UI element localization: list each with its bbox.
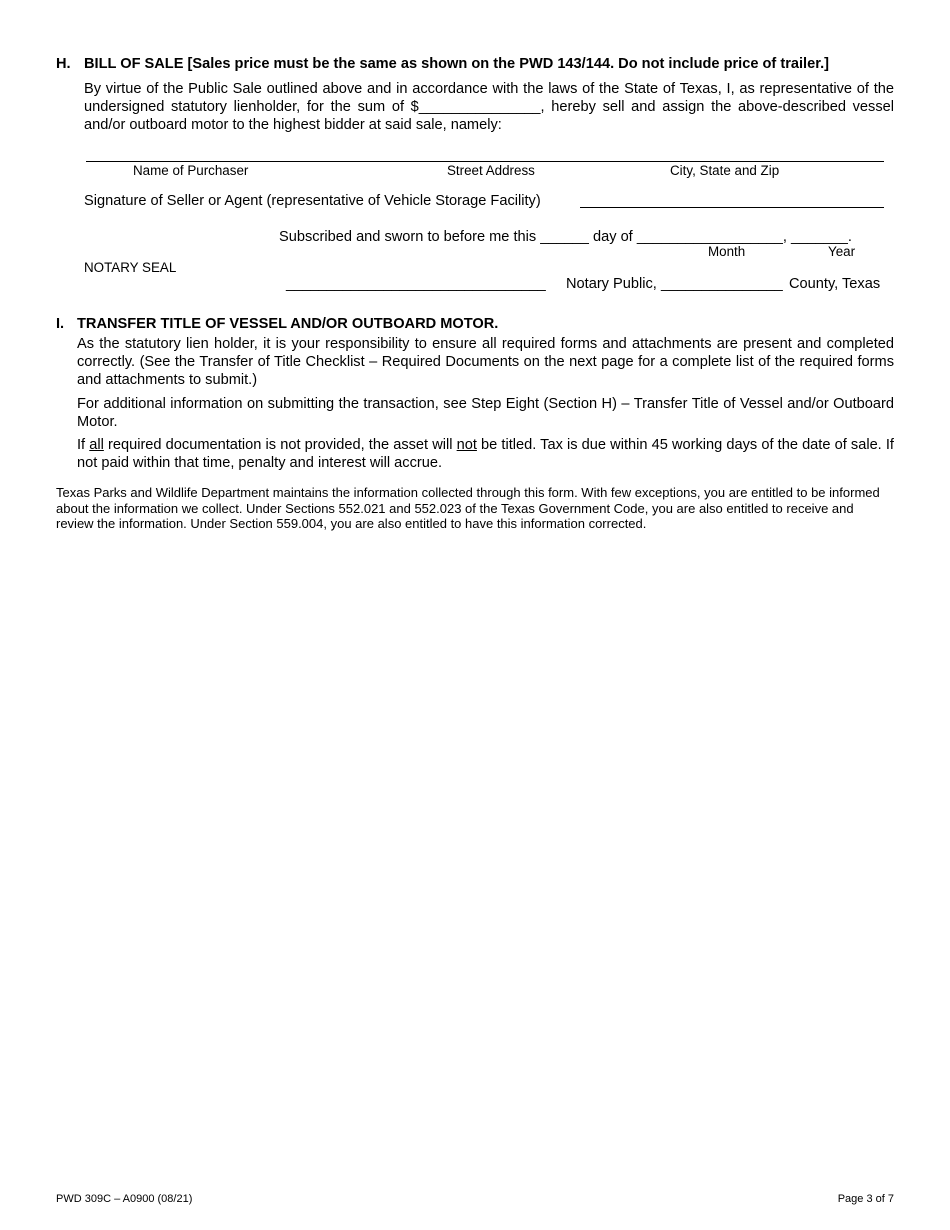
notary-public-label: Notary Public,: [566, 276, 657, 292]
section-i-title: TRANSFER TITLE OF VESSEL AND/OR OUTBOARD MOTOR.: [77, 316, 499, 332]
sworn-year-blank[interactable]: _______.: [791, 229, 852, 245]
year-label: Year: [828, 244, 856, 259]
emphasis-not: not: [456, 437, 477, 453]
month-label: Month: [708, 244, 746, 259]
sworn-statement: [279, 228, 852, 246]
seller-signature-label: Signature of Seller or Agent (representative of Vehicle Storage Facility): [84, 193, 541, 209]
county-blank[interactable]: _______________: [661, 276, 783, 292]
sworn-day-blank[interactable]: ______: [540, 229, 589, 245]
purchaser-name-label: Name of Purchaser: [133, 163, 249, 178]
sworn-lead: Subscribed and sworn to before me this: [279, 229, 537, 245]
section-h-paragraph: By virtue of the Public Sale outlined above and in accordance with the laws of the State of Texas, I, as representative of the undersigned statutory lienholder, for the sum of $_______________, hereby sell and assign the above-described vessel and/or outboard motor to the highest bidder at said sale, namely:: [84, 81, 894, 133]
privacy-notice: Texas Parks and Wildlife Department maintains the information collected through this form. With few exceptions, you are entitled to be informed about the information we collect. Under Sections 552.021 and 552.023 of the Texas Government Code, you are also entitled to receive and review the information. Under Section 559.004, you are also entitled to have this information corrected.: [56, 485, 880, 532]
page-number: Page 3 of 7: [837, 1193, 894, 1205]
section-h-title: BILL OF SALE [Sales price must be the same as shown on the PWD 143/144. Do not include price of trailer.]: [84, 56, 830, 72]
notary-seal-label: NOTARY SEAL: [84, 260, 177, 275]
city-state-zip-label: City, State and Zip: [670, 163, 780, 178]
notary-signature-blank[interactable]: ________________________________: [286, 276, 546, 292]
county-texas-label: County, Texas: [789, 276, 881, 292]
section-i-letter: I.: [56, 316, 65, 332]
emphasis-all: all: [89, 437, 104, 453]
section-i-paragraph-1: As the statutory lien holder, it is your responsibility to ensure all required forms and attachments are present and completed correctly. (See the Transfer of Title Checklist – Required Documents on the next page for a complete list of the required forms and attachments to submit.): [77, 336, 894, 388]
section-i-paragraph-2: For additional information on submitting the transaction, see Step Eight (Section H) – Transfer Title of Vessel and/or Outboard Motor.: [77, 396, 894, 430]
form-id: PWD 309C – A0900 (08/21): [56, 1193, 193, 1205]
sworn-month-blank[interactable]: __________________,: [636, 229, 787, 245]
sworn-day-of: day of: [592, 229, 633, 245]
purchaser-line[interactable]: [86, 161, 884, 162]
seller-signature-line[interactable]: [580, 207, 884, 208]
section-i-paragraph-3: If all required documentation is not provided, the asset will not be titled. Tax is due within 45 working days of the date of sale. If not paid within that time, penalty and interest will accrue.: [77, 437, 894, 471]
street-address-label: Street Address: [447, 163, 535, 178]
section-h-letter: H.: [56, 56, 71, 72]
